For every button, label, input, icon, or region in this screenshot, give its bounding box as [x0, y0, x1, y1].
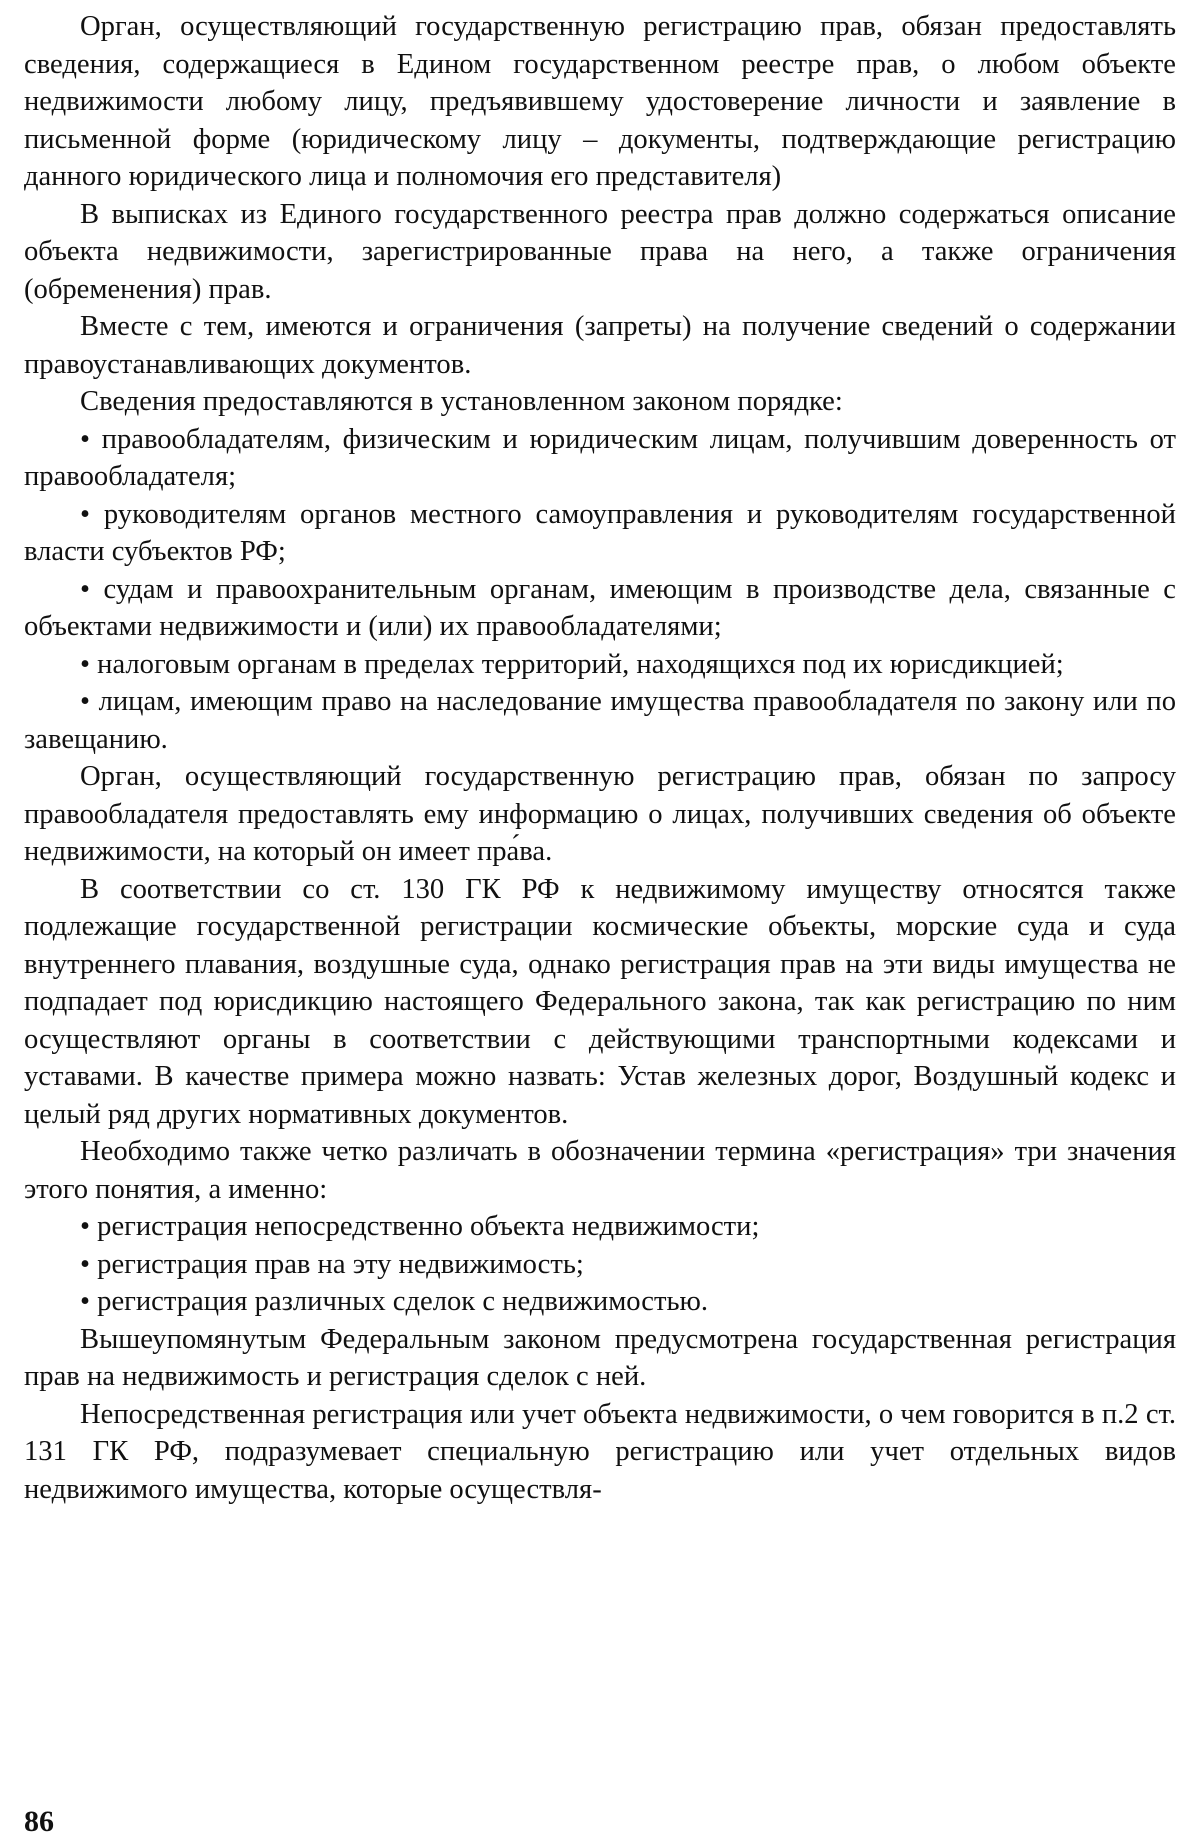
book-page	[24, 8, 1176, 1838]
paragraph-9: Непосредственная регистрация или учет объекта недвижимости, о чем говорится в п.2 ст. 131 ГК РФ, подразумевает специальную регистрацию или учет отдельных видов недвижимого имущества, которые осуществля-	[24, 1398, 1176, 1505]
list-item-5: • лицам, имеющим право на наследование имущества правообладателя по закону или по завещанию.	[24, 686, 1176, 755]
paragraph-8: Вышеупомянутым Федеральным законом предусмотрена государственная регистрация прав на недвижимость и регистрация сделок с ней.	[24, 1323, 1176, 1392]
list-item-7: • регистрация прав на эту недвижимость;	[80, 1248, 584, 1280]
list-item-2: • руководителям органов местного самоуправления и руководителям государственной власти субъектов РФ;	[24, 498, 1176, 567]
paragraph-1: Орган, осуществляющий государственную регистрацию прав, обязан предоставлять сведения, содержащиеся в Едином государственном реестре прав, о любом объекте недвижимости любому лицу, предъявившему удостоверение личности и заявление в письменной форме (юридическому лицу – документы, подтверждающие регистрацию данного юридического лица и полномочия его представителя)	[24, 11, 1176, 192]
paragraph-4: Сведения предоставляются в установленном законом порядке:	[80, 386, 843, 417]
list-item-6: • регистрация непосредственно объекта недвижимости;	[80, 1211, 760, 1242]
paragraph-3: Вместе с тем, имеются и ограничения (запреты) на получение сведений о содержании правоустанавливающих документов.	[24, 311, 1176, 380]
paragraph-5: Орган, осуществляющий государственную регистрацию прав, обязан по запросу правообладателя предоставлять ему информацию о лицах, получивших сведения об объекте недвижимости, на который он имеет пра́ва.	[24, 761, 1176, 867]
page-body-text	[24, 8, 1176, 1508]
list-item-8: • регистрация различных сделок с недвижимостью.	[80, 1286, 709, 1317]
paragraph-2: В выписках из Единого государственного реестра прав должно содержаться описание объекта недвижимости, зарегистрированные права на него, а также ограничения (обременения) прав.	[24, 198, 1176, 305]
list-item-4: • налоговым органам в пределах территорий, находящихся под их юрисдикцией;	[80, 648, 1064, 680]
list-item-1: • правообладателям, физическим и юридическим лицам, получившим доверенность от правообладателя;	[24, 423, 1176, 492]
paragraph-7: Необходимо также четко различать в обозначении термина «регистрация» три значения этого понятия, а именно:	[24, 1136, 1176, 1205]
page-number: 86	[24, 1805, 54, 1838]
list-item-3: • судам и правоохранительным органам, имеющим в производстве дела, связанные с объектами недвижимости и (или) их правообладателями;	[24, 573, 1176, 642]
paragraph-6: В соответствии со ст. 130 ГК РФ к недвижимому имуществу относятся также подлежащие государственной регистрации космические объекты, морские суда и суда внутреннего плавания, воздушные суда, однако регистрация прав на эти виды имущества не подпадает под юрисдикцию настоящего Федерального закона, так как регистрацию по ним осуществляют органы в соответствии с действующими транспортными кодексами и уставами. В качестве примера можно назвать: Устав железных дорог, Воздушный кодекс и целый ряд других нормативных документов.	[24, 873, 1176, 1130]
